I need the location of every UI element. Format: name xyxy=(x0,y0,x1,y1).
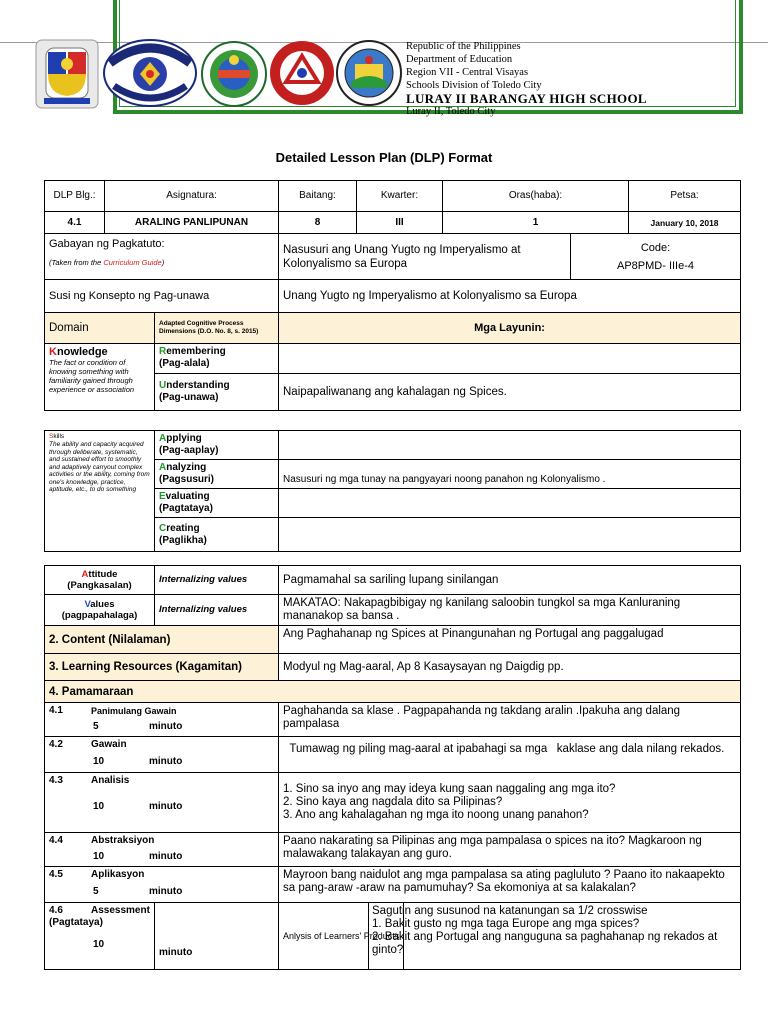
concept-label: Susi ng Konsepto ng Pag-unawa xyxy=(45,280,279,313)
resources-text: Modyul ng Mag-aaral, Ap 8 Kasaysayan ng Daigdig pp. xyxy=(279,654,741,681)
step-4-5-text: Mayroon bang naidulot ang mga pampalasa sa ating pagluluto ? Paano ito nakaapekto sa pang-araw -araw na pamumuhay? Sa ekomoniya at sa kalakalan? xyxy=(279,867,741,903)
step-number: 4.2 xyxy=(49,739,63,750)
step-4-6-minutes-cell xyxy=(155,903,279,970)
attitude-level: Internalizing values xyxy=(155,566,279,595)
applying-initial: A xyxy=(159,433,167,444)
procedure-step-row xyxy=(45,867,741,903)
understanding-initial: U xyxy=(159,380,167,391)
school-name: LURAY II BARANGAY HIGH SCHOOL xyxy=(406,91,647,106)
republic-line: Republic of the Philippines xyxy=(406,41,521,52)
objectives-label: Mga Layunin: xyxy=(279,313,741,344)
header-grade: Baitang: xyxy=(279,181,357,212)
region-vii-seal-icon xyxy=(200,40,268,108)
step-4-4-cell xyxy=(45,833,279,867)
knowledge-description: The fact or condition of knowing something with familiarity gained through experience or association xyxy=(49,358,135,394)
analyzing-label: nalyzing xyxy=(166,462,207,473)
step-name: Aplikasyon xyxy=(91,869,145,880)
school-address-block xyxy=(406,40,647,118)
step-name: Analisis xyxy=(91,775,130,786)
creating-objective xyxy=(279,518,741,552)
procedure-step-row xyxy=(45,833,741,867)
department-of-education-seal-icon xyxy=(268,38,336,108)
value-subject: ARALING PANLIPUNAN xyxy=(105,212,279,234)
header-subject: Asignatura: xyxy=(105,181,279,212)
value-date: January 10, 2018 xyxy=(629,212,741,234)
resources-label: 3. Learning Resources (Kagamitan) xyxy=(45,654,279,681)
content-text: Ang Paghahanap ng Spices at Pinangunahan ng Portugal ang paggalugad xyxy=(279,626,741,654)
question-line: 3. Ano ang kahalagahan ng mga ito noong unang panahon? xyxy=(283,809,589,821)
step-name: Abstraksiyon xyxy=(91,835,155,846)
skills-block xyxy=(44,430,740,552)
attitude-cell xyxy=(45,566,155,595)
procedure-step-row xyxy=(45,773,741,833)
knowledge-label: nowledge xyxy=(56,346,108,358)
header-dlp: DLP Blg.: xyxy=(45,181,105,212)
applying-objective xyxy=(279,431,741,460)
step-minutes: 10 xyxy=(93,939,105,950)
skills-initial: S xyxy=(49,433,54,440)
understanding-label: nderstanding xyxy=(166,380,230,391)
analyzing-cell xyxy=(155,460,279,489)
step-4-2-text: Tumawag ng piling mag-aaral at ipabahagi sa mga kaklase ang dala nilang rekados. xyxy=(279,737,741,773)
content-label: 2. Content (Nilalaman) xyxy=(45,626,279,654)
division-line: Schools Division of Toledo City xyxy=(406,80,542,91)
step-4-5-cell xyxy=(45,867,279,903)
step-minutes: 10 xyxy=(93,851,105,862)
value-quarter: III xyxy=(357,212,443,234)
minutes-label: minuto xyxy=(149,801,183,812)
code-cell xyxy=(571,234,741,280)
analyzing-objective: Nasusuri ng mga tunay na pangyayari noong panahon ng Kolonyalismo . xyxy=(279,460,741,489)
values-initial: V xyxy=(84,599,91,610)
remembering-label: emembering xyxy=(166,346,226,357)
kagawaran-ng-edukasyon-seal-icon xyxy=(102,38,198,108)
values-label: alues xyxy=(90,599,115,610)
step-minutes: 10 xyxy=(93,801,105,812)
region-line: Region VII - Central Visayas xyxy=(406,67,529,78)
skills-description: The ability and capacity acquired through deliberate, systematic, and sustained effort to smoothly and adaptively carryout complex activities or the ability, coming from one's knowledge, practice, aptitude, etc., to do something xyxy=(49,441,150,493)
knowledge-initial: K xyxy=(49,346,57,358)
applying-label: pplying xyxy=(166,433,202,444)
evaluating-objective xyxy=(279,489,741,518)
understanding-cell xyxy=(155,374,279,411)
minutes-label: minuto xyxy=(149,721,183,732)
assessment-method: Anlysis of Learners' Products xyxy=(279,903,404,969)
department-line: Department of Education xyxy=(406,54,513,65)
national-high-school-seal-icon xyxy=(335,38,403,108)
step-4-1-cell xyxy=(45,703,279,737)
analyzing-initial: A xyxy=(159,462,167,473)
document-title: Detailed Lesson Plan (DLP) Format xyxy=(275,150,493,165)
remembering-objective xyxy=(279,344,741,374)
step-number: 4.5 xyxy=(49,869,63,880)
code-value: AP8PMD- IIIe-4 xyxy=(616,259,695,272)
creating-label: reating xyxy=(166,522,200,534)
step-4-1-text: Paghahanda sa klase . Pagpapahanda ng takdang aralin .Ipakuha ang dalang pampalasa xyxy=(279,703,741,737)
remembering-sub: (Pag-alala) xyxy=(159,358,210,369)
school-location: Luray II, Toledo City xyxy=(406,106,496,117)
guide-cell xyxy=(45,234,279,280)
header-duration: Oras(haba): xyxy=(443,181,629,212)
minutes-label: minuto xyxy=(149,886,183,897)
understanding-sub: (Pag-unawa) xyxy=(159,392,219,403)
remembering-cell xyxy=(155,344,279,374)
creating-initial: C xyxy=(159,522,167,534)
step-4-3-questions xyxy=(279,773,741,833)
guide-text: Nasusuri ang Unang Yugto ng Imperyalismo at Kolonyalismo sa Europa xyxy=(279,234,571,280)
evaluating-cell xyxy=(155,489,279,518)
step-number: 4.3 xyxy=(49,775,63,786)
attitude-objective: Pagmamahal sa sariling lupang sinilangan xyxy=(279,566,741,595)
creating-cell xyxy=(155,518,279,552)
analyzing-sub: (Pagsusuri) xyxy=(159,474,215,485)
step-4-6-cell xyxy=(45,903,155,970)
evaluating-label: valuating xyxy=(165,491,210,502)
knowledge-cell xyxy=(45,344,155,411)
philippine-seal-icon xyxy=(34,38,100,110)
minutes-label: minuto xyxy=(149,756,183,767)
values-level: Internalizing values xyxy=(155,595,279,626)
assessment-questions xyxy=(369,903,741,970)
question-line: 1. Bakit gusto ng mga taga Europe ang mga spices? xyxy=(372,918,640,930)
skills-cell xyxy=(45,431,155,552)
procedure-step-row xyxy=(45,903,741,970)
step-name: Assessment xyxy=(91,905,150,916)
minutes-label: minuto xyxy=(159,947,193,958)
question-line: Sagutin ang susunod na katanungan sa 1/2 crosswise xyxy=(372,905,648,917)
step-4-4-text: Paano nakarating sa Pilipinas ang mga pampalasa o spices na ito? Magkaroon ng malawakang talakayan ang guro. xyxy=(279,833,741,867)
procedure-label: 4. Pamamaraan xyxy=(45,681,741,703)
values-cell xyxy=(45,595,155,626)
curriculum-guide-link: Curriculum Guide xyxy=(103,258,162,267)
applying-sub: (Pag-aaplay) xyxy=(159,445,219,456)
concept-text: Unang Yugto ng Imperyalismo at Kolonyalismo sa Europa xyxy=(279,280,741,313)
creating-sub: (Paglikha) xyxy=(159,534,207,546)
applying-cell xyxy=(155,431,279,460)
step-number: 4.6 xyxy=(49,905,63,916)
question-line: 2. Bakit ang Portugal ang nanguguna sa paghahanap ng rekados at ginto? xyxy=(372,931,718,956)
skills-label: kills xyxy=(53,433,65,440)
adapted-dimensions-label: Adapted Cognitive Process Dimensions (D.O. No. 8, s. 2015) xyxy=(155,313,279,344)
values-objective: MAKATAO: Nakapagbibigay ng kanilang saloobin tungkol sa mga Kanluraning mananakop sa bansa . xyxy=(279,595,741,626)
step-number: 4.4 xyxy=(49,835,63,846)
remembering-initial: R xyxy=(159,346,167,357)
lesson-info-block xyxy=(44,180,740,411)
value-duration: 1 xyxy=(443,212,629,234)
step-4-2-cell xyxy=(45,737,279,773)
header-quarter: Kwarter: xyxy=(357,181,443,212)
procedure-step-row xyxy=(45,703,741,737)
step-name: Panimulang Gawain xyxy=(91,706,177,716)
procedure-step-row xyxy=(45,737,741,773)
procedure-block xyxy=(44,565,740,970)
step-minutes: 5 xyxy=(93,721,99,732)
question-line: 1. Sino sa inyo ang may ideya kung saan naggaling ang mga ito? xyxy=(283,783,616,795)
understanding-objective: Naipapaliwanang ang kahalagan ng Spices. xyxy=(279,374,741,411)
question-line: 2. Sino kaya ang nagdala dito sa Pilipinas? xyxy=(283,796,503,808)
step-name: Gawain xyxy=(91,739,127,750)
minutes-label: minuto xyxy=(149,851,183,862)
step-number: 4.1 xyxy=(49,705,63,716)
value-grade: 8 xyxy=(279,212,357,234)
step-minutes: 5 xyxy=(93,886,99,897)
code-label: Code: xyxy=(640,241,671,254)
domain-label: Domain xyxy=(45,313,155,344)
header-date: Petsa: xyxy=(629,181,741,212)
evaluating-sub: (Pagtataya) xyxy=(159,503,213,514)
attitude-label: ttitude xyxy=(88,569,118,580)
value-dlp: 4.1 xyxy=(45,212,105,234)
evaluating-initial: E xyxy=(159,491,166,502)
attitude-sub: (Pangkasalan) xyxy=(67,580,132,591)
step-4-3-cell xyxy=(45,773,279,833)
values-sub: (pagpapahalaga) xyxy=(61,610,138,621)
step-sub: (Pagtataya) xyxy=(49,917,103,928)
attitude-initial: A xyxy=(81,569,89,580)
step-4-6-method-wrap xyxy=(279,903,400,970)
step-minutes: 10 xyxy=(93,756,105,767)
guide-label: Gabayan ng Pagkatuto: xyxy=(49,238,165,250)
guide-source-note: (Taken from the Curriculum Guide) xyxy=(49,258,165,267)
